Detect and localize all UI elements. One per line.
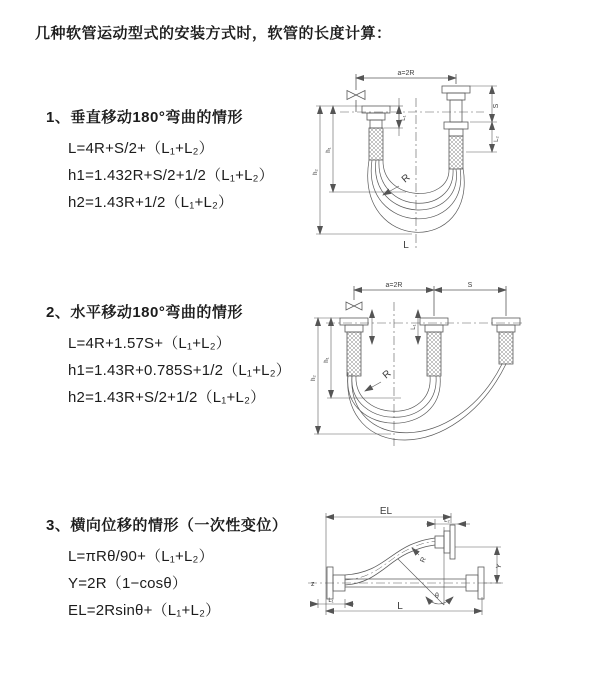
radius-label: R (419, 556, 428, 564)
radius-label: R (380, 368, 394, 382)
section-3-formulas (68, 543, 287, 624)
formula-line: h1=1.432R+S/2+1/2（L₁+L₂） (68, 167, 274, 184)
section-1-formulas (68, 135, 274, 216)
section-vertical-movement (46, 106, 274, 216)
dim-label-el: EL (379, 506, 393, 517)
formula-line: h2=1.43R+S/2+1/2（L₁+L₂） (68, 389, 266, 406)
formula-line: EL=2Rsinθ+（L₁+L₂） (68, 602, 221, 619)
left-pipe-fitting (340, 318, 368, 376)
dimension-a2r-s (354, 286, 506, 316)
page-title: 几种软管运动型式的安装方式时，软管的长度计算： (35, 25, 392, 42)
dimension-l (326, 597, 482, 615)
section-horizontal-movement (46, 301, 291, 411)
section-2-heading: 2、水平移动180°弯曲的情形 (46, 304, 243, 321)
left-pipe-fitting (362, 106, 390, 160)
dim-label-a2r: a=2R (397, 70, 415, 77)
right-pipe-fitting (492, 318, 520, 364)
diagram-lateral-displacement (298, 497, 598, 655)
length-label: L (403, 240, 409, 251)
dim-label-h2: h₂ (313, 169, 319, 175)
length-label: L (397, 601, 403, 612)
section-2-formulas (68, 330, 291, 411)
right-pipe-fitting (442, 86, 470, 169)
section-3-heading: 3、横向位移的情形（一次性变位） (46, 517, 288, 534)
diagram-horizontal-bend (306, 276, 596, 456)
radius-leader (365, 382, 381, 391)
dimension-s-l2 (466, 86, 497, 152)
dim-label-h2: h₂ (311, 375, 317, 381)
dim-label-s: S (467, 282, 473, 289)
formula-line: Y=2R（1−cosθ） (68, 575, 188, 592)
diagram-vertical-bend (306, 64, 596, 260)
dim-label-y: Y (495, 563, 504, 570)
dim-label-h1: h₁ (326, 147, 332, 153)
radius-leader (383, 186, 399, 195)
formula-line: L=4R+1.57S+（L₁+L₂） (68, 335, 231, 352)
section-1-heading: 1、垂直移动180°弯曲的情形 (46, 109, 243, 126)
dim-label-a2r: a=2R (385, 282, 403, 289)
dim-label-h1: h₁ (324, 357, 330, 363)
dim-label-l1: L₁ (411, 324, 417, 330)
right-flange-displaced (435, 525, 455, 559)
dim-label-l2: L₂ (444, 518, 450, 524)
formula-line: L=4R+S/2+（L₁+L₂） (68, 140, 214, 157)
angle-label: θ (435, 593, 439, 600)
middle-pipe-fitting (420, 318, 448, 376)
dim-label-s: S (493, 103, 500, 109)
angle-construction (398, 527, 453, 605)
section-lateral-displacement (46, 514, 287, 624)
dim-label-l1: L₁ (328, 598, 334, 604)
formula-line: h1=1.43R+0.785S+1/2（L₁+L₂） (68, 362, 291, 379)
radius-label: R (399, 172, 413, 186)
formula-line: h2=1.43R+1/2（L₁+L₂） (68, 194, 234, 211)
dim-label-l1: L₁ (401, 115, 407, 121)
datum-mark: z (311, 581, 315, 588)
dim-label-l2: L₂ (494, 136, 500, 142)
formula-line: L=πRθ/90+（L₁+L₂） (68, 548, 214, 565)
